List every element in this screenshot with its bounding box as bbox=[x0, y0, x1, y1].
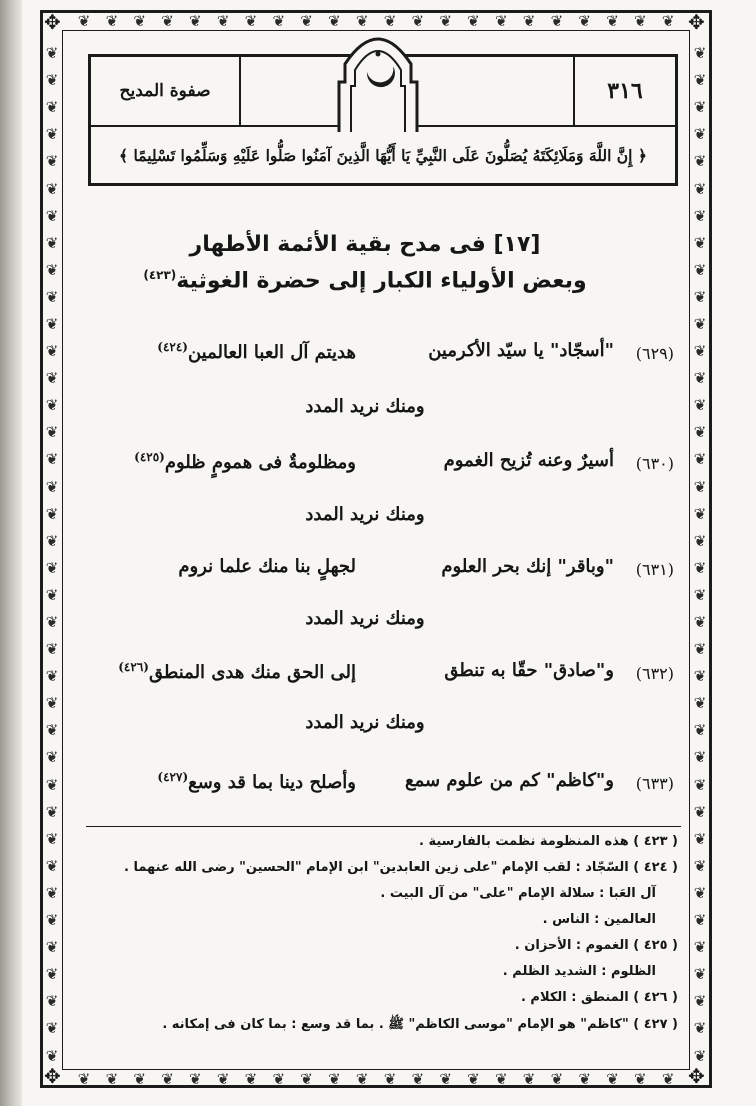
border-ornament-icon: ❦ bbox=[693, 152, 707, 171]
border-ornament-icon: ❦ bbox=[45, 369, 59, 388]
border-ornament-icon: ❦ bbox=[45, 613, 59, 632]
border-ornament-icon: ❦ bbox=[45, 206, 59, 225]
border-ornament-icon: ❦ bbox=[693, 450, 707, 469]
verse-second-text: وأصلح دينا بما قد وسع bbox=[188, 772, 356, 793]
border-ornament-icon: ❦ bbox=[355, 1070, 369, 1088]
border-ornament-icon: ❦ bbox=[45, 694, 59, 713]
border-ornament-icon: ❦ bbox=[467, 12, 480, 30]
border-ornament-icon: ❦ bbox=[161, 12, 174, 30]
border-ornament-icon: ❦ bbox=[693, 233, 707, 252]
border-ornament-icon: ❦ bbox=[693, 98, 707, 117]
border-ornament-icon: ❦ bbox=[693, 504, 707, 523]
verse-second-text: هديتم آل العبا العالمين bbox=[187, 342, 356, 363]
border-ornament-icon: ❦ bbox=[244, 1070, 258, 1088]
verse-first-hemistich: "أسجّاد" يا سيّد الأكرمين bbox=[428, 340, 614, 361]
border-ornament-icon: ❦ bbox=[105, 12, 119, 30]
border-ornament-icon: ❦ bbox=[45, 992, 59, 1011]
border-ornament-icon: ❦ bbox=[693, 314, 707, 333]
border-ornament-icon: ❦ bbox=[693, 1046, 707, 1065]
border-ornament-icon: ❦ bbox=[77, 1070, 91, 1088]
border-ornament-icon: ❦ bbox=[693, 965, 707, 984]
corner-ornament-top-left: ✥ bbox=[44, 10, 61, 34]
footnote-426: ( ٤٢٦ ) المنطق : الكلام . bbox=[520, 990, 678, 1005]
border-ornament-icon: ❦ bbox=[693, 71, 707, 90]
border-ornament-icon: ❦ bbox=[693, 44, 707, 63]
verse-number: (٦٣١) bbox=[635, 560, 674, 579]
border-ornament-icon: ❦ bbox=[77, 12, 91, 30]
border-ornament-icon: ❦ bbox=[45, 775, 59, 794]
border-ornament-icon: ❦ bbox=[693, 342, 707, 361]
border-ornament-icon: ❦ bbox=[45, 152, 59, 171]
border-ornament-icon: ❦ bbox=[693, 667, 707, 686]
footnote-424-al-aba: آل العَبا : سلالة الإمام "على" من آل البيت . bbox=[380, 886, 656, 901]
border-ornament-icon: ❦ bbox=[45, 260, 59, 279]
verse-number: (٦٣٢) bbox=[635, 664, 674, 683]
border-ornament-icon: ❦ bbox=[45, 504, 59, 523]
crescent-arch-icon bbox=[335, 20, 421, 132]
border-ornament-icon: ❦ bbox=[693, 748, 707, 767]
footnote-424-alamin: العالمين : الناس . bbox=[542, 912, 656, 927]
border-ornament-icon: ❦ bbox=[661, 12, 675, 30]
footnote-425-zalum: الظلوم : الشديد الظلم . bbox=[502, 964, 656, 979]
poem-title-line-1: [١٧] فى مدح بقية الأئمة الأطهار bbox=[189, 232, 541, 257]
footnote-ref: (٤٢٧) bbox=[157, 770, 189, 784]
border-ornament-icon: ❦ bbox=[45, 911, 59, 930]
border-ornament-icon: ❦ bbox=[272, 1070, 286, 1088]
border-ornament-icon: ❦ bbox=[467, 1070, 480, 1088]
refrain-line: ومنك نريد المدد bbox=[305, 712, 425, 733]
border-ornament-icon: ❦ bbox=[45, 856, 59, 875]
border-ornament-icon: ❦ bbox=[45, 450, 59, 469]
ornamental-border-bottom bbox=[70, 1070, 682, 1088]
border-ornament-icon: ❦ bbox=[693, 856, 707, 875]
border-ornament-icon: ❦ bbox=[578, 1070, 591, 1088]
verse-second-hemistich bbox=[157, 770, 356, 793]
border-ornament-icon: ❦ bbox=[661, 1070, 675, 1088]
border-ornament-icon: ❦ bbox=[45, 71, 59, 90]
border-ornament-icon: ❦ bbox=[45, 125, 59, 144]
border-ornament-icon: ❦ bbox=[550, 1070, 564, 1088]
border-ornament-icon: ❦ bbox=[328, 12, 341, 30]
border-ornament-icon: ❦ bbox=[693, 369, 707, 388]
border-ornament-icon: ❦ bbox=[494, 1070, 508, 1088]
border-ornament-icon: ❦ bbox=[45, 802, 59, 821]
border-ornament-icon: ❦ bbox=[439, 12, 452, 30]
border-ornament-icon: ❦ bbox=[522, 12, 536, 30]
border-ornament-icon: ❦ bbox=[216, 1070, 230, 1088]
border-ornament-icon: ❦ bbox=[693, 613, 707, 632]
verse-first-hemistich: "وباقر" إنك بحر العلوم bbox=[441, 556, 614, 577]
border-ornament-icon: ❦ bbox=[45, 98, 59, 117]
border-ornament-icon: ❦ bbox=[411, 1070, 425, 1088]
poem-title-line-2-text: وبعض الأولياء الكبار إلى حضرة الغوثية bbox=[176, 268, 587, 294]
footnote-427: ( ٤٢٧ ) "كاظم" هو الإمام "موسى الكاظم" ﷺ . بما قد وسع : بما كان فى إمكانه . bbox=[162, 1017, 678, 1032]
border-ornament-icon: ❦ bbox=[693, 396, 707, 415]
border-ornament-icon: ❦ bbox=[45, 965, 59, 984]
border-ornament-icon: ❦ bbox=[45, 883, 59, 902]
corner-ornament-bottom-left: ✥ bbox=[44, 1064, 61, 1088]
border-ornament-icon: ❦ bbox=[45, 640, 59, 659]
border-ornament-icon: ❦ bbox=[693, 206, 707, 225]
border-ornament-icon: ❦ bbox=[693, 829, 707, 848]
poem-title-line-2 bbox=[100, 268, 630, 293]
border-ornament-icon: ❦ bbox=[522, 1070, 536, 1088]
border-ornament-icon: ❦ bbox=[328, 1070, 341, 1088]
verse-number: (٦٢٩) bbox=[635, 344, 674, 363]
footnote-423: ( ٤٢٣ ) هذه المنظومة نظمت بالفارسية . bbox=[419, 834, 678, 849]
border-ornament-icon: ❦ bbox=[693, 260, 707, 279]
corner-ornament-bottom-right: ✥ bbox=[688, 1064, 705, 1088]
border-ornament-icon: ❦ bbox=[411, 12, 425, 30]
border-ornament-icon: ❦ bbox=[693, 992, 707, 1011]
border-ornament-icon: ❦ bbox=[45, 342, 59, 361]
refrain-line: ومنك نريد المدد bbox=[305, 396, 425, 417]
border-ornament-icon: ❦ bbox=[45, 585, 59, 604]
border-ornament-icon: ❦ bbox=[45, 667, 59, 686]
footnote-divider bbox=[86, 826, 681, 827]
running-title: صفوة المديح bbox=[91, 57, 241, 125]
border-ornament-icon: ❦ bbox=[693, 585, 707, 604]
border-ornament-icon: ❦ bbox=[45, 396, 59, 415]
border-ornament-icon: ❦ bbox=[693, 640, 707, 659]
verse-second-text: إلى الحق منك هدى المنطق bbox=[148, 662, 356, 683]
border-ornament-icon: ❦ bbox=[105, 1070, 119, 1088]
border-ornament-icon: ❦ bbox=[383, 12, 397, 30]
border-ornament-icon: ❦ bbox=[45, 314, 59, 333]
border-ornament-icon: ❦ bbox=[693, 477, 707, 496]
border-ornament-icon: ❦ bbox=[45, 938, 59, 957]
border-ornament-icon: ❦ bbox=[606, 12, 619, 30]
verse-first-hemistich: و"كاظم" كم من علوم سمع bbox=[405, 770, 614, 791]
verse-second-hemistich: لجهلٍ بنا منك علما نروم bbox=[178, 556, 356, 577]
border-ornament-icon: ❦ bbox=[693, 179, 707, 198]
refrain-line: ومنك نريد المدد bbox=[305, 608, 425, 629]
border-ornament-icon: ❦ bbox=[189, 12, 202, 30]
border-ornament-icon: ❦ bbox=[693, 883, 707, 902]
border-ornament-icon: ❦ bbox=[693, 125, 707, 144]
verse-first-hemistich: أسيرٌ وعنه تُزيح الغموم bbox=[443, 450, 614, 471]
book-spine-shadow bbox=[0, 0, 22, 1106]
border-ornament-icon: ❦ bbox=[494, 12, 508, 30]
border-ornament-icon: ❦ bbox=[693, 558, 707, 577]
verse-second-text: ومظلومةٌ فى همومٍ ظلوم bbox=[164, 452, 356, 473]
border-ornament-icon: ❦ bbox=[45, 1046, 59, 1065]
verse-number: (٦٣٠) bbox=[635, 454, 674, 473]
border-ornament-icon: ❦ bbox=[216, 12, 230, 30]
border-ornament-icon: ❦ bbox=[693, 1019, 707, 1038]
footnote-425: ( ٤٢٥ ) الغموم : الأحزان . bbox=[514, 938, 678, 953]
border-ornament-icon: ❦ bbox=[45, 558, 59, 577]
border-ornament-icon: ❦ bbox=[45, 721, 59, 740]
border-ornament-icon: ❦ bbox=[133, 12, 146, 30]
corner-ornament-top-right: ✥ bbox=[688, 10, 705, 34]
quran-verse-banner: ﴿ إِنَّ اللَّهَ وَمَلَائِكَتَهُ يُصَلُّونَ عَلَى النَّبِيِّ يَا أَيُّهَا الَّذِينَ آمَنُوا صَلُّوا عَلَيْهِ وَسَلِّمُوا تَسْلِيمًا ﴾ bbox=[119, 145, 647, 165]
border-ornament-icon: ❦ bbox=[189, 1070, 202, 1088]
border-ornament-icon: ❦ bbox=[693, 775, 707, 794]
border-ornament-icon: ❦ bbox=[45, 44, 59, 63]
border-ornament-icon: ❦ bbox=[693, 694, 707, 713]
border-ornament-icon: ❦ bbox=[300, 12, 313, 30]
border-ornament-icon: ❦ bbox=[439, 1070, 452, 1088]
border-ornament-icon: ❦ bbox=[45, 179, 59, 198]
verse-second-hemistich bbox=[134, 450, 356, 473]
border-ornament-icon: ❦ bbox=[693, 802, 707, 821]
border-ornament-icon: ❦ bbox=[383, 1070, 397, 1088]
border-ornament-icon: ❦ bbox=[161, 1070, 174, 1088]
border-ornament-icon: ❦ bbox=[244, 12, 258, 30]
border-ornament-icon: ❦ bbox=[606, 1070, 619, 1088]
border-ornament-icon: ❦ bbox=[355, 12, 369, 30]
verse-second-hemistich bbox=[157, 340, 356, 363]
footnote-ref: (٤٢٤) bbox=[157, 340, 188, 354]
border-ornament-icon: ❦ bbox=[45, 477, 59, 496]
verse-first-hemistich: و"صادق" حقّا به تنطق bbox=[444, 660, 614, 681]
footnote-424: ( ٤٢٤ ) السّجّاد : لقب الإمام "على زين العابدين" ابن الإمام "الحسين" رضى الله عنهما . bbox=[123, 860, 678, 875]
border-ornament-icon: ❦ bbox=[133, 1070, 146, 1088]
border-ornament-icon: ❦ bbox=[45, 423, 59, 442]
border-ornament-icon: ❦ bbox=[300, 1070, 313, 1088]
border-ornament-icon: ❦ bbox=[45, 829, 59, 848]
border-ornament-icon: ❦ bbox=[45, 748, 59, 767]
border-ornament-icon: ❦ bbox=[45, 287, 59, 306]
border-ornament-icon: ❦ bbox=[45, 233, 59, 252]
border-ornament-icon: ❦ bbox=[550, 12, 564, 30]
border-ornament-icon: ❦ bbox=[634, 1070, 647, 1088]
footnote-ref: (٤٢٥) bbox=[134, 450, 165, 464]
page-number: ٣١٦ bbox=[573, 57, 675, 125]
refrain-line: ومنك نريد المدد bbox=[305, 504, 425, 525]
border-ornament-icon: ❦ bbox=[693, 938, 707, 957]
border-ornament-icon: ❦ bbox=[693, 287, 707, 306]
border-ornament-icon: ❦ bbox=[693, 423, 707, 442]
border-ornament-icon: ❦ bbox=[45, 531, 59, 550]
verse-number: (٦٣٣) bbox=[635, 774, 674, 793]
ornamental-border-right bbox=[691, 40, 709, 1070]
border-ornament-icon: ❦ bbox=[693, 911, 707, 930]
border-ornament-icon: ❦ bbox=[693, 721, 707, 740]
footnote-ref: (٤٢٣) bbox=[143, 268, 177, 282]
border-ornament-icon: ❦ bbox=[578, 12, 591, 30]
border-ornament-icon: ❦ bbox=[272, 12, 286, 30]
footnote-ref: (٤٢٦) bbox=[118, 660, 149, 674]
border-ornament-icon: ❦ bbox=[634, 12, 647, 30]
border-ornament-icon: ❦ bbox=[45, 1019, 59, 1038]
border-ornament-icon: ❦ bbox=[693, 531, 707, 550]
verse-second-hemistich bbox=[118, 660, 356, 683]
